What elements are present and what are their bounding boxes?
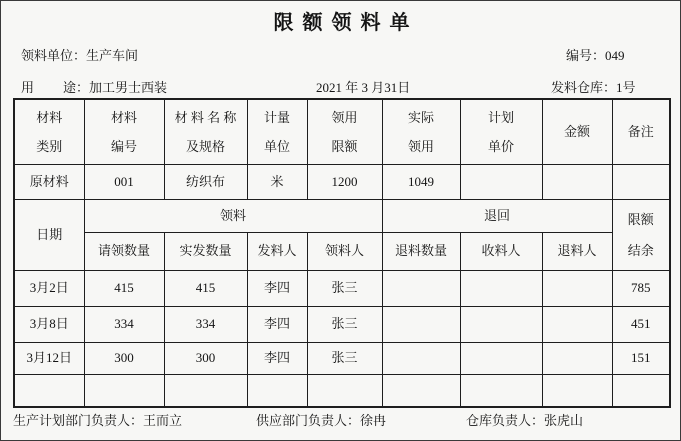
header-line: 类别 (36, 138, 63, 154)
issuing-warehouse-value: 1号 (616, 80, 636, 95)
table-row-empty (14, 374, 670, 407)
row-balance (612, 374, 670, 407)
header-return-person: 退料人 (542, 232, 612, 270)
row-date: 3月8日 (14, 306, 84, 342)
row-issuer: 李四 (247, 270, 307, 306)
form-number-label: 编号： (566, 48, 606, 63)
row-date: 3月12日 (14, 342, 84, 374)
header-actual-quantity (382, 99, 460, 164)
row-receiver: 张三 (307, 270, 382, 306)
purpose-label-first-char: 用 (21, 80, 35, 95)
form-number-value: 049 (605, 48, 625, 63)
header-limit-quantity (307, 99, 382, 164)
header-issuer: 发料人 (247, 232, 307, 270)
row-balance: 785 (612, 270, 670, 306)
row-issuer: 李四 (247, 306, 307, 342)
header-receiver: 领料人 (307, 232, 382, 270)
form-number (566, 48, 625, 64)
header-line: 编号 (110, 138, 137, 154)
table-row (14, 306, 670, 342)
table-row (14, 270, 670, 306)
header-line: 计量 (263, 109, 290, 125)
row-receiver: 张三 (307, 342, 382, 374)
header-line: 金额 (563, 124, 590, 140)
issue-group-header-row (14, 199, 670, 232)
material-row (14, 164, 670, 199)
header-line: 及规格 (185, 138, 225, 154)
issuing-warehouse-label: 发料仓库： (551, 80, 617, 95)
row-return-receiver (460, 306, 542, 342)
issue-subheader-row (14, 232, 670, 270)
row-balance: 451 (612, 306, 670, 342)
header-line: 单价 (487, 138, 514, 154)
requisition-dept-label: 领料单位： (21, 48, 87, 63)
row-issuer (247, 374, 307, 407)
header-line: 结余 (627, 242, 654, 258)
row-balance: 151 (612, 342, 670, 374)
header-issued-qty: 实发数量 (164, 232, 247, 270)
material-header-row (14, 99, 670, 164)
supply-dept-head (256, 413, 386, 429)
supply-dept-head-name: 徐冉 (360, 413, 387, 428)
row-date: 3月2日 (14, 270, 84, 306)
row-receiver: 张三 (307, 306, 382, 342)
row-issued-qty: 334 (164, 306, 247, 342)
row-return-receiver (460, 342, 542, 374)
material-remarks (612, 164, 670, 199)
purpose-value: 加工男士西装 (89, 80, 168, 95)
row-requested-qty: 415 (84, 270, 164, 306)
header-material-category (14, 99, 84, 164)
header-amount (542, 99, 612, 164)
header-line: 材料 (36, 109, 63, 125)
header-line: 限额 (331, 138, 358, 154)
row-issued-qty (164, 374, 247, 407)
material-plan-price (460, 164, 542, 199)
header-date: 日期 (14, 199, 84, 270)
material-actual-quantity: 1049 (382, 164, 460, 199)
table-row (14, 342, 670, 374)
planning-dept-head-label: 生产计划部门负责人： (13, 413, 144, 428)
header-material-name-spec (164, 99, 247, 164)
requisition-dept (21, 48, 138, 64)
header-line: 领用 (331, 109, 358, 125)
header-line: 材料 (110, 109, 137, 125)
row-issuer: 李四 (247, 342, 307, 374)
header-issue-group: 领料 (84, 199, 382, 232)
header-line: 计划 (487, 109, 514, 125)
row-requested-qty: 334 (84, 306, 164, 342)
row-return-person (542, 342, 612, 374)
row-issued-qty: 300 (164, 342, 247, 374)
row-return-receiver (460, 374, 542, 407)
header-plan-price (460, 99, 542, 164)
row-returned-qty (382, 374, 460, 407)
form-title: 限额领料单 (273, 12, 419, 34)
header-line: 材 料 名 称 (174, 109, 237, 125)
header-return-receiver: 收料人 (460, 232, 542, 270)
planning-dept-head-name: 王而立 (143, 413, 183, 428)
header-line: 领用 (407, 138, 434, 154)
header-line: 备注 (627, 124, 654, 140)
material-unit: 米 (247, 164, 307, 199)
purpose (63, 80, 167, 96)
warehouse-head-name: 张虎山 (544, 413, 584, 428)
row-returned-qty (382, 270, 460, 306)
material-name-spec: 纺织布 (164, 164, 247, 199)
row-requested-qty (84, 374, 164, 407)
warehouse-head (466, 413, 583, 429)
header-line: 单位 (263, 138, 290, 154)
material-limit-quantity: 1200 (307, 164, 382, 199)
header-return-group: 退回 (382, 199, 612, 232)
purpose-label: 途： (63, 80, 90, 95)
warehouse-head-label: 仓库负责人： (466, 413, 545, 428)
header-requested-qty: 请领数量 (84, 232, 164, 270)
material-code: 001 (84, 164, 164, 199)
row-requested-qty: 300 (84, 342, 164, 374)
header-material-code (84, 99, 164, 164)
row-return-person (542, 374, 612, 407)
requisition-dept-value: 生产车间 (86, 48, 139, 63)
row-return-person (542, 270, 612, 306)
header-line: 限额 (627, 211, 654, 227)
row-issued-qty: 415 (164, 270, 247, 306)
row-receiver (307, 374, 382, 407)
row-return-receiver (460, 270, 542, 306)
header-limit-balance (612, 199, 670, 270)
planning-dept-head (13, 413, 182, 429)
row-date (14, 374, 84, 407)
form-date: 2021 年 3 月31日 (316, 80, 411, 95)
header-remarks (612, 99, 670, 164)
issuing-warehouse (551, 80, 636, 96)
header-returned-qty: 退料数量 (382, 232, 460, 270)
requisition-table (13, 98, 671, 408)
row-returned-qty (382, 306, 460, 342)
material-amount (542, 164, 612, 199)
material-category: 原材料 (14, 164, 84, 199)
row-returned-qty (382, 342, 460, 374)
header-line: 实际 (407, 109, 434, 125)
supply-dept-head-label: 供应部门负责人： (256, 413, 361, 428)
row-return-person (542, 306, 612, 342)
header-unit (247, 99, 307, 164)
